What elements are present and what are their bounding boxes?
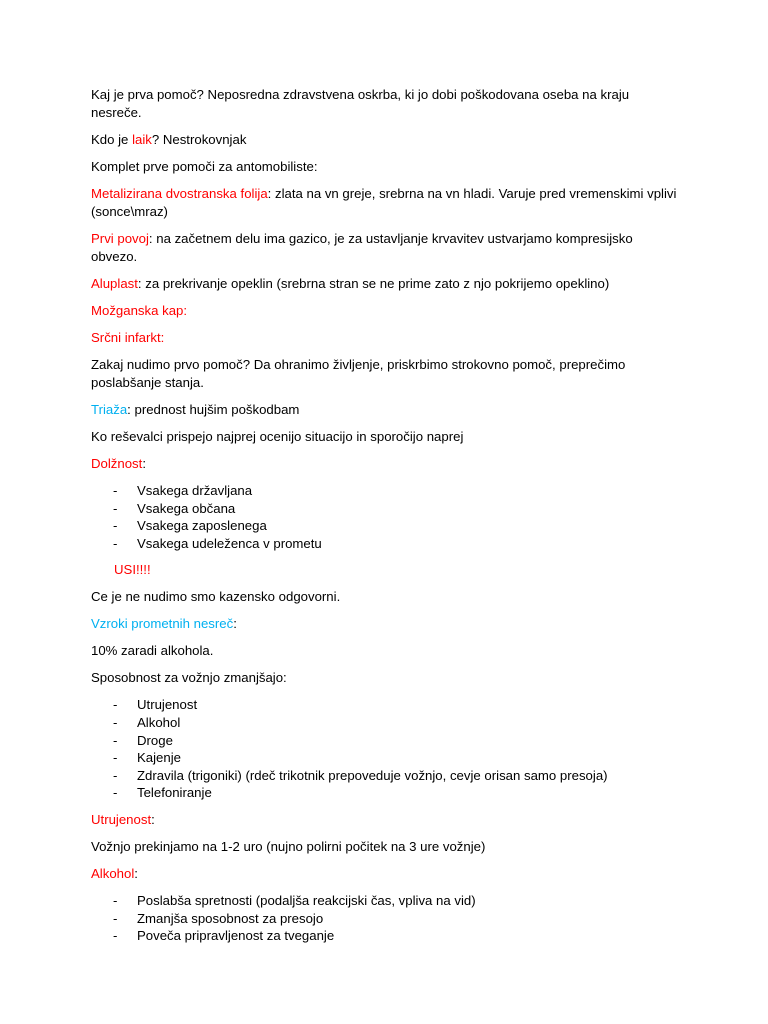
list-item bbox=[91, 927, 681, 945]
list-item-text: Utrujenost bbox=[137, 697, 198, 713]
dash-marker: - bbox=[113, 892, 118, 908]
paragraph-foil bbox=[91, 185, 681, 221]
list-item bbox=[91, 696, 681, 714]
list-item bbox=[91, 714, 681, 732]
dash-marker: - bbox=[113, 767, 118, 783]
text: Vožnjo prekinjamo na 1-2 uro (nujno polirni počitek na 3 ure vožnje) bbox=[91, 838, 486, 854]
paragraph-duty bbox=[91, 455, 681, 473]
ability-list bbox=[91, 696, 681, 802]
dash-marker: - bbox=[113, 750, 118, 766]
text: : za prekrivanje opeklin (srebrna stran se ne prime zato z njo pokrijemo opeklino) bbox=[137, 276, 610, 291]
term-laik: laik bbox=[132, 132, 152, 147]
list-item-text: Vsakega zaposlenega bbox=[137, 518, 267, 534]
term-stroke: Možganska kap: bbox=[91, 303, 188, 318]
paragraph-causes bbox=[91, 615, 681, 633]
dash-marker: - bbox=[113, 483, 118, 498]
text: : bbox=[151, 811, 155, 827]
dash-marker: - bbox=[113, 697, 118, 713]
term-foil: Metalizirana dvostranska folija bbox=[91, 186, 268, 201]
dash-marker: - bbox=[113, 500, 118, 516]
dash-marker: - bbox=[113, 785, 118, 801]
list-item bbox=[91, 892, 681, 910]
paragraph-breaks bbox=[91, 838, 681, 856]
list-item-text: Zmanjša sposobnost za presojo bbox=[137, 910, 324, 926]
list-item-text: Zdravila (trigoniki) (rdeč trikotnik prepoveduje vožnjo, cevje orisan samo presoja) bbox=[137, 767, 608, 783]
term-causes: Vzroki prometnih nesreč bbox=[91, 616, 234, 632]
text: Komplet prve pomoči za antomobiliste: bbox=[91, 159, 318, 174]
list-item-text: Vsakega udeleženca v prometu bbox=[137, 535, 322, 551]
list-item bbox=[91, 500, 681, 518]
text: : na začetnem delu ima gazico, je za ustavljanje krvavitev ustvarjamo kompresijsko obvezo. bbox=[91, 231, 633, 264]
emphasis-all: USI!!!! bbox=[114, 562, 151, 578]
paragraph-alcohol-stat bbox=[91, 642, 681, 660]
dash-marker: - bbox=[113, 714, 118, 730]
duty-list bbox=[91, 482, 681, 552]
list-item bbox=[91, 535, 681, 553]
dash-marker: - bbox=[113, 732, 118, 748]
text: 10% zaradi alkohola. bbox=[91, 643, 214, 659]
list-item bbox=[91, 732, 681, 750]
paragraph-bandage bbox=[91, 230, 681, 266]
list-item-text: Poslabša spretnosti (podaljša reakcijski čas, vpliva na vid) bbox=[137, 892, 476, 908]
text: : bbox=[233, 616, 237, 632]
list-item-text: Poveča pripravljenost za tveganje bbox=[137, 928, 335, 944]
text: ? Nestrokovnjak bbox=[151, 132, 247, 147]
dash-marker: - bbox=[113, 910, 118, 926]
list-item-text: Kajenje bbox=[137, 750, 181, 766]
term-aluplast: Aluplast bbox=[91, 276, 138, 291]
alcohol-list bbox=[91, 892, 681, 945]
text: Ko reševalci prispejo najprej ocenijo situacijo in sporočijo naprej bbox=[91, 429, 464, 444]
list-item-text: Telefoniranje bbox=[137, 785, 212, 801]
list-item-text: Alkohol bbox=[137, 714, 181, 730]
list-item bbox=[91, 784, 681, 802]
paragraph-heart-attack bbox=[91, 329, 681, 347]
paragraph-aluplast bbox=[91, 275, 681, 293]
paragraph-why bbox=[91, 356, 681, 392]
term-heart-attack: Srčni infarkt: bbox=[91, 330, 165, 345]
text: Kdo je bbox=[91, 132, 133, 147]
text: Kaj je prva pomoč? Neposredna zdravstvena oskrba, ki jo dobi poškodovana oseba na kraju nesreče. bbox=[91, 87, 630, 120]
paragraph-fatigue bbox=[91, 811, 681, 829]
text: Ce je ne nudimo smo kazensko odgovorni. bbox=[91, 589, 341, 605]
list-item bbox=[91, 749, 681, 767]
paragraph-paramedics bbox=[91, 428, 681, 446]
term-bandage: Prvi povoj bbox=[91, 231, 149, 246]
paragraph-stroke bbox=[91, 302, 681, 320]
list-item bbox=[91, 767, 681, 785]
term-triage: Triaža bbox=[91, 402, 128, 417]
text: : prednost hujšim poškodbam bbox=[127, 402, 300, 417]
text: Zakaj nudimo prvo pomoč? Da ohranimo življenje, priskrbimo strokovno pomoč, preprečimo poslabšanje stanja. bbox=[91, 357, 626, 390]
paragraph-laik bbox=[91, 131, 681, 149]
term-alcohol: Alkohol bbox=[91, 865, 135, 881]
paragraph-all bbox=[91, 561, 681, 579]
text: : zlata na vn greje, srebrna na vn hladi. Varuje pred vremenskimi vplivi (sonce\mraz) bbox=[91, 186, 677, 219]
list-item-text: Vsakega državljana bbox=[137, 483, 253, 498]
dash-marker: - bbox=[113, 535, 118, 551]
paragraph-liability bbox=[91, 588, 681, 606]
text: : bbox=[134, 865, 138, 881]
text: : bbox=[142, 456, 146, 471]
list-item bbox=[91, 910, 681, 928]
paragraph-ability bbox=[91, 669, 681, 687]
list-item-text: Vsakega občana bbox=[137, 500, 236, 516]
document-page bbox=[91, 86, 681, 954]
list-item-text: Droge bbox=[137, 732, 173, 748]
list-item bbox=[91, 482, 681, 500]
list-item bbox=[91, 517, 681, 535]
paragraph-alcohol bbox=[91, 865, 681, 883]
text: Sposobnost za vožnjo zmanjšajo: bbox=[91, 670, 287, 686]
paragraph-first-aid-definition bbox=[91, 86, 681, 122]
paragraph-triage bbox=[91, 401, 681, 419]
dash-marker: - bbox=[113, 518, 118, 534]
paragraph-kit-heading bbox=[91, 158, 681, 176]
term-duty: Dolžnost bbox=[91, 456, 143, 471]
term-fatigue: Utrujenost bbox=[91, 811, 152, 827]
dash-marker: - bbox=[113, 928, 118, 944]
